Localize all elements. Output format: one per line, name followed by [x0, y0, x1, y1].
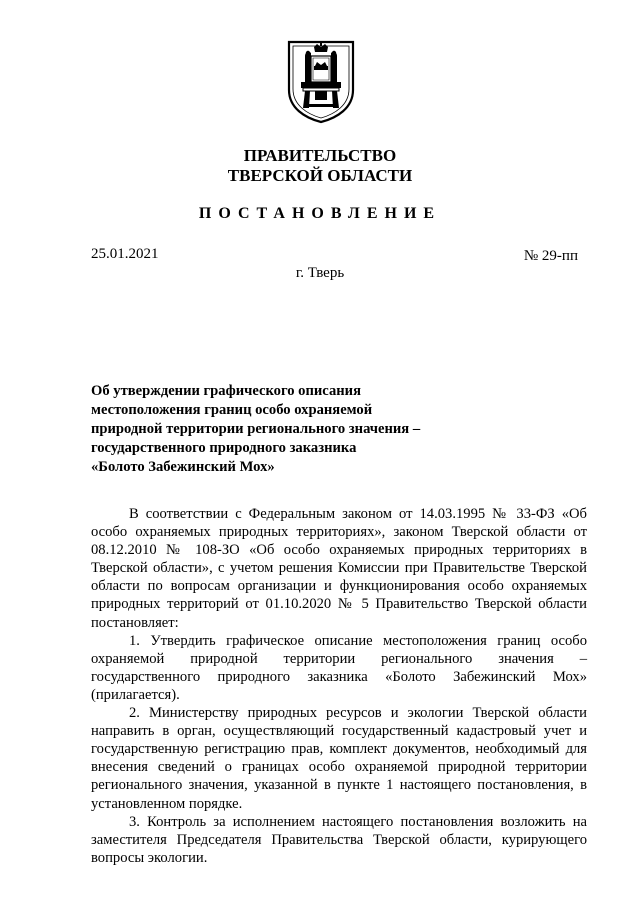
decree-city: г. Тверь: [295, 265, 345, 281]
document-type-title: ПОСТАНОВЛЕНИЕ: [198, 205, 442, 222]
government-name-line2: ТВЕРСКОЙ ОБЛАСТИ: [227, 166, 413, 185]
tver-coat-of-arms-icon: [285, 38, 357, 124]
subject-line: государственного природного заказника: [91, 440, 357, 456]
decree-body: [91, 505, 587, 867]
government-name-line1: ПРАВИТЕЛЬСТВО: [243, 146, 397, 165]
subject-line: Об утверждении графического описания: [91, 383, 361, 399]
subject-line: местоположения границ особо охраняемой: [91, 402, 373, 418]
subject-line: «Болото Забежинский Мох»: [91, 459, 275, 475]
subject-line: природной территории регионального значения –: [91, 421, 421, 437]
decree-date: 25.01.2021: [91, 246, 159, 262]
body-paragraph-2: 2. Министерству природных ресурсов и экологии Тверской области направить в орган, осуществляющий государственный кадастровый учет и государственную регистрацию прав, комплект документов, необходимый для внесения сведений о границах особо охраняемой природной территории регионального значения, указанной в пункте 1 настоящего постановления, в установленном порядке.: [91, 705, 587, 812]
body-paragraph-1: 1. Утвердить графическое описание местоположения границ особо охраняемой природной территории регионального значения – государственного природного заказника «Болото Забежинский Мох» (прилагается).: [91, 632, 587, 703]
decree-subject: [91, 382, 451, 477]
decree-number: № 29-пп: [523, 248, 578, 264]
body-paragraph-3: 3. Контроль за исполнением настоящего постановления возложить на заместителя Председателя Правительства Тверской области, курирующего вопросы экологии.: [91, 813, 587, 866]
body-paragraph-preamble: В соответствии с Федеральным законом от 14.03.1995 № 33-ФЗ «Об особо охраняемых природных территориях», законом Тверской области от 08.12.2010 № 108-ЗО «Об особо охраняемых природных территориях в Тверской области», с учетом решения Комиссии при Правительстве Тверской области по вопросам организации и функционирования особо охраняемых природных территорий от 01.10.2020 № 5 Правительство Тверской области постановляет:: [91, 506, 587, 631]
